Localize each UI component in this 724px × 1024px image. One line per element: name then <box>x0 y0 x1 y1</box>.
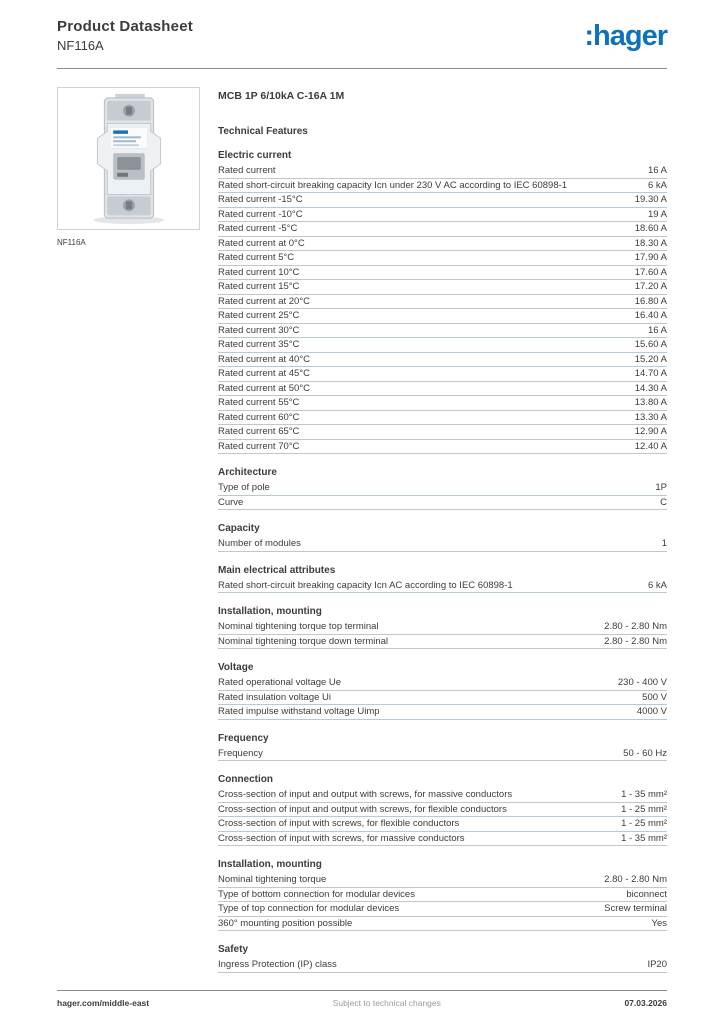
spec-section <box>218 733 667 762</box>
spec-value: 17.60 A <box>634 266 667 278</box>
spec-row <box>218 367 667 382</box>
spec-value: 15.60 A <box>634 339 667 350</box>
spec-value: 15.20 A <box>634 353 667 365</box>
spec-label: Number of modules <box>218 538 301 549</box>
spec-label: Rated current <box>218 165 276 176</box>
spec-label: Rated current -5°C <box>218 223 298 234</box>
spec-label: Rated current at 40°C <box>218 353 310 365</box>
spec-row <box>218 873 667 888</box>
spec-label: Cross-section of input and output with screws, for massive conductors <box>218 789 513 800</box>
spec-value: 4000 V <box>636 706 667 717</box>
content <box>57 87 667 973</box>
spec-label: Rated current 60°C <box>218 411 300 423</box>
spec-row <box>218 676 667 691</box>
spec-row <box>218 193 667 208</box>
spec-row <box>218 295 667 310</box>
spec-value: 500 V <box>642 691 667 703</box>
spec-value: 6 kA <box>647 179 667 191</box>
spec-row <box>218 832 667 847</box>
spec-value: 1 - 25 mm² <box>621 818 667 829</box>
section-heading: Installation, mounting <box>218 859 322 870</box>
spec-label: Rated current -10°C <box>218 208 303 220</box>
section-heading: Connection <box>218 774 273 785</box>
spec-value: 2.80 - 2.80 Nm <box>604 874 667 885</box>
spec-value: 16.80 A <box>634 295 667 307</box>
spec-section <box>218 944 667 973</box>
spec-label: Rated current 15°C <box>218 281 300 292</box>
product-image-caption: NF116A <box>57 238 86 247</box>
spec-value: 14.70 A <box>634 368 667 379</box>
spec-value: 1 - 35 mm² <box>621 832 667 844</box>
spec-value: 230 - 400 V <box>617 677 667 688</box>
spec-row <box>218 280 667 295</box>
spec-label: Rated short-circuit breaking capacity Icn under 230 V AC according to IEC 60898-1 <box>218 179 568 191</box>
spec-row <box>218 579 667 594</box>
spec-row <box>218 425 667 440</box>
spec-section <box>218 774 667 846</box>
spec-row <box>218 237 667 252</box>
spec-label: Rated current 70°C <box>218 440 300 452</box>
spec-section <box>218 606 667 649</box>
spec-row <box>218 440 667 455</box>
spec-row <box>218 620 667 635</box>
section-heading: Safety <box>218 944 249 955</box>
spec-row <box>218 803 667 818</box>
spec-label: Rated current 65°C <box>218 426 300 437</box>
spec-row <box>218 396 667 411</box>
spec-value: 17.20 A <box>634 281 667 292</box>
spec-section <box>218 150 667 454</box>
spec-row <box>218 411 667 426</box>
spec-value: 2.80 - 2.80 Nm <box>604 635 667 647</box>
product-title: MCB 1P 6/10kA C-16A 1M <box>218 90 345 102</box>
spec-label: Type of bottom connection for modular devices <box>218 888 415 900</box>
spec-label: Nominal tightening torque top terminal <box>218 621 379 632</box>
spec-value: Screw terminal <box>604 903 667 914</box>
spec-row <box>218 208 667 223</box>
section-heading: Main electrical attributes <box>218 564 336 576</box>
header-titles <box>57 18 193 53</box>
spec-row <box>218 705 667 720</box>
spec-row <box>218 788 667 803</box>
spec-row <box>218 309 667 324</box>
spec-value: 16.40 A <box>634 310 667 321</box>
spec-label: Rated current at 45°C <box>218 368 310 379</box>
spec-section <box>218 565 667 594</box>
spec-value: 12.40 A <box>634 440 667 452</box>
spec-value: 13.30 A <box>634 411 667 423</box>
spec-value: 16 A <box>647 324 667 336</box>
page-title: Product Datasheet <box>57 18 193 35</box>
spec-row <box>218 353 667 368</box>
footer-disclaimer: Subject to technical changes <box>332 998 441 1008</box>
mcb-breaker-illustration <box>58 87 199 230</box>
spec-value: Yes <box>651 917 667 929</box>
spec-label: Nominal tightening torque <box>218 874 327 885</box>
spec-value: C <box>660 496 667 508</box>
spec-label: Rated current 10°C <box>218 266 300 278</box>
spec-sections <box>218 150 667 973</box>
spec-section <box>218 662 667 720</box>
spec-row <box>218 958 667 973</box>
spec-value: 17.90 A <box>634 252 667 263</box>
spec-row <box>218 266 667 281</box>
spec-value: 1 <box>661 538 667 549</box>
spec-row <box>218 917 667 932</box>
spec-label: Cross-section of input with screws, for massive conductors <box>218 832 465 844</box>
spec-label: Frequency <box>218 747 263 759</box>
footer-date: 07.03.2026 <box>624 998 667 1008</box>
header-divider <box>57 68 667 69</box>
spec-row <box>218 164 667 179</box>
spec-label: Curve <box>218 496 244 508</box>
spec-value: 19.30 A <box>634 194 667 205</box>
spec-label: Rated impulse withstand voltage Uimp <box>218 706 380 717</box>
section-heading: Capacity <box>218 523 260 534</box>
spec-value: 16 A <box>647 165 667 176</box>
spec-label: Rated operational voltage Ue <box>218 677 342 688</box>
spec-label: Type of top connection for modular devices <box>218 903 400 914</box>
spec-label: Rated current at 0°C <box>218 237 305 249</box>
spec-label: Rated current 35°C <box>218 339 300 350</box>
section-heading: Installation, mounting <box>218 606 322 617</box>
section-heading: Frequency <box>218 732 269 744</box>
footer-divider <box>57 990 667 991</box>
spec-main-column <box>202 87 667 973</box>
spec-value: 6 kA <box>647 579 667 591</box>
product-code: NF116A <box>57 38 104 53</box>
spec-label: Rated current -15°C <box>218 194 303 205</box>
spec-value: 13.80 A <box>634 397 667 408</box>
spec-label: Rated current 25°C <box>218 310 300 321</box>
spec-row <box>218 382 667 397</box>
spec-row <box>218 324 667 339</box>
spec-row <box>218 691 667 706</box>
section-heading: Architecture <box>218 467 277 478</box>
spec-value: IP20 <box>647 959 667 970</box>
spec-value: 1P <box>655 482 667 493</box>
spec-label: Rated current at 20°C <box>218 295 310 307</box>
spec-label: Cross-section of input and output with screws, for flexible conductors <box>218 803 507 815</box>
spec-value: 14.30 A <box>634 382 667 394</box>
spec-label: Rated current at 50°C <box>218 382 310 394</box>
spec-label: Rated insulation voltage Ui <box>218 691 332 703</box>
spec-value: 18.30 A <box>634 237 667 249</box>
spec-row <box>218 888 667 903</box>
spec-row <box>218 179 667 194</box>
header <box>57 0 667 53</box>
spec-row <box>218 747 667 762</box>
product-image-column <box>57 87 202 247</box>
spec-row <box>218 817 667 832</box>
spec-row <box>218 251 667 266</box>
spec-row <box>218 496 667 511</box>
spec-label: 360° mounting position possible <box>218 917 353 929</box>
spec-value: 12.90 A <box>634 426 667 437</box>
spec-section <box>218 523 667 552</box>
spec-section <box>218 859 667 931</box>
spec-label: Cross-section of input with screws, for flexible conductors <box>218 818 460 829</box>
spec-value: 1 - 35 mm² <box>621 789 667 800</box>
spec-row <box>218 222 667 237</box>
footer-website-link[interactable]: hager.com/middle-east <box>57 998 150 1008</box>
spec-label: Rated short-circuit breaking capacity Icn AC according to IEC 60898-1 <box>218 579 513 591</box>
spec-value: biconnect <box>626 888 667 900</box>
spec-label: Type of pole <box>218 482 270 493</box>
spec-label: Rated current 55°C <box>218 397 300 408</box>
spec-row <box>218 902 667 917</box>
spec-label: Rated current 30°C <box>218 324 300 336</box>
spec-row <box>218 481 667 496</box>
footer-row <box>57 998 667 1008</box>
footer <box>57 990 667 1008</box>
spec-row <box>218 635 667 650</box>
section-heading: Voltage <box>218 662 254 673</box>
section-heading: Electric current <box>218 150 292 161</box>
product-image <box>57 87 200 230</box>
spec-value: 19 A <box>647 208 667 220</box>
spec-value: 18.60 A <box>634 223 667 234</box>
spec-value: 2.80 - 2.80 Nm <box>604 621 667 632</box>
spec-row <box>218 338 667 353</box>
spec-row <box>218 537 667 552</box>
spec-value: 1 - 25 mm² <box>621 803 667 815</box>
spec-label: Ingress Protection (IP) class <box>218 959 337 970</box>
hager-logo: :hager <box>584 20 667 52</box>
technical-features-heading: Technical Features <box>218 126 308 137</box>
spec-label: Rated current 5°C <box>218 252 295 263</box>
spec-label: Nominal tightening torque down terminal <box>218 635 389 647</box>
spec-value: 50 - 60 Hz <box>623 747 667 759</box>
spec-section <box>218 467 667 510</box>
